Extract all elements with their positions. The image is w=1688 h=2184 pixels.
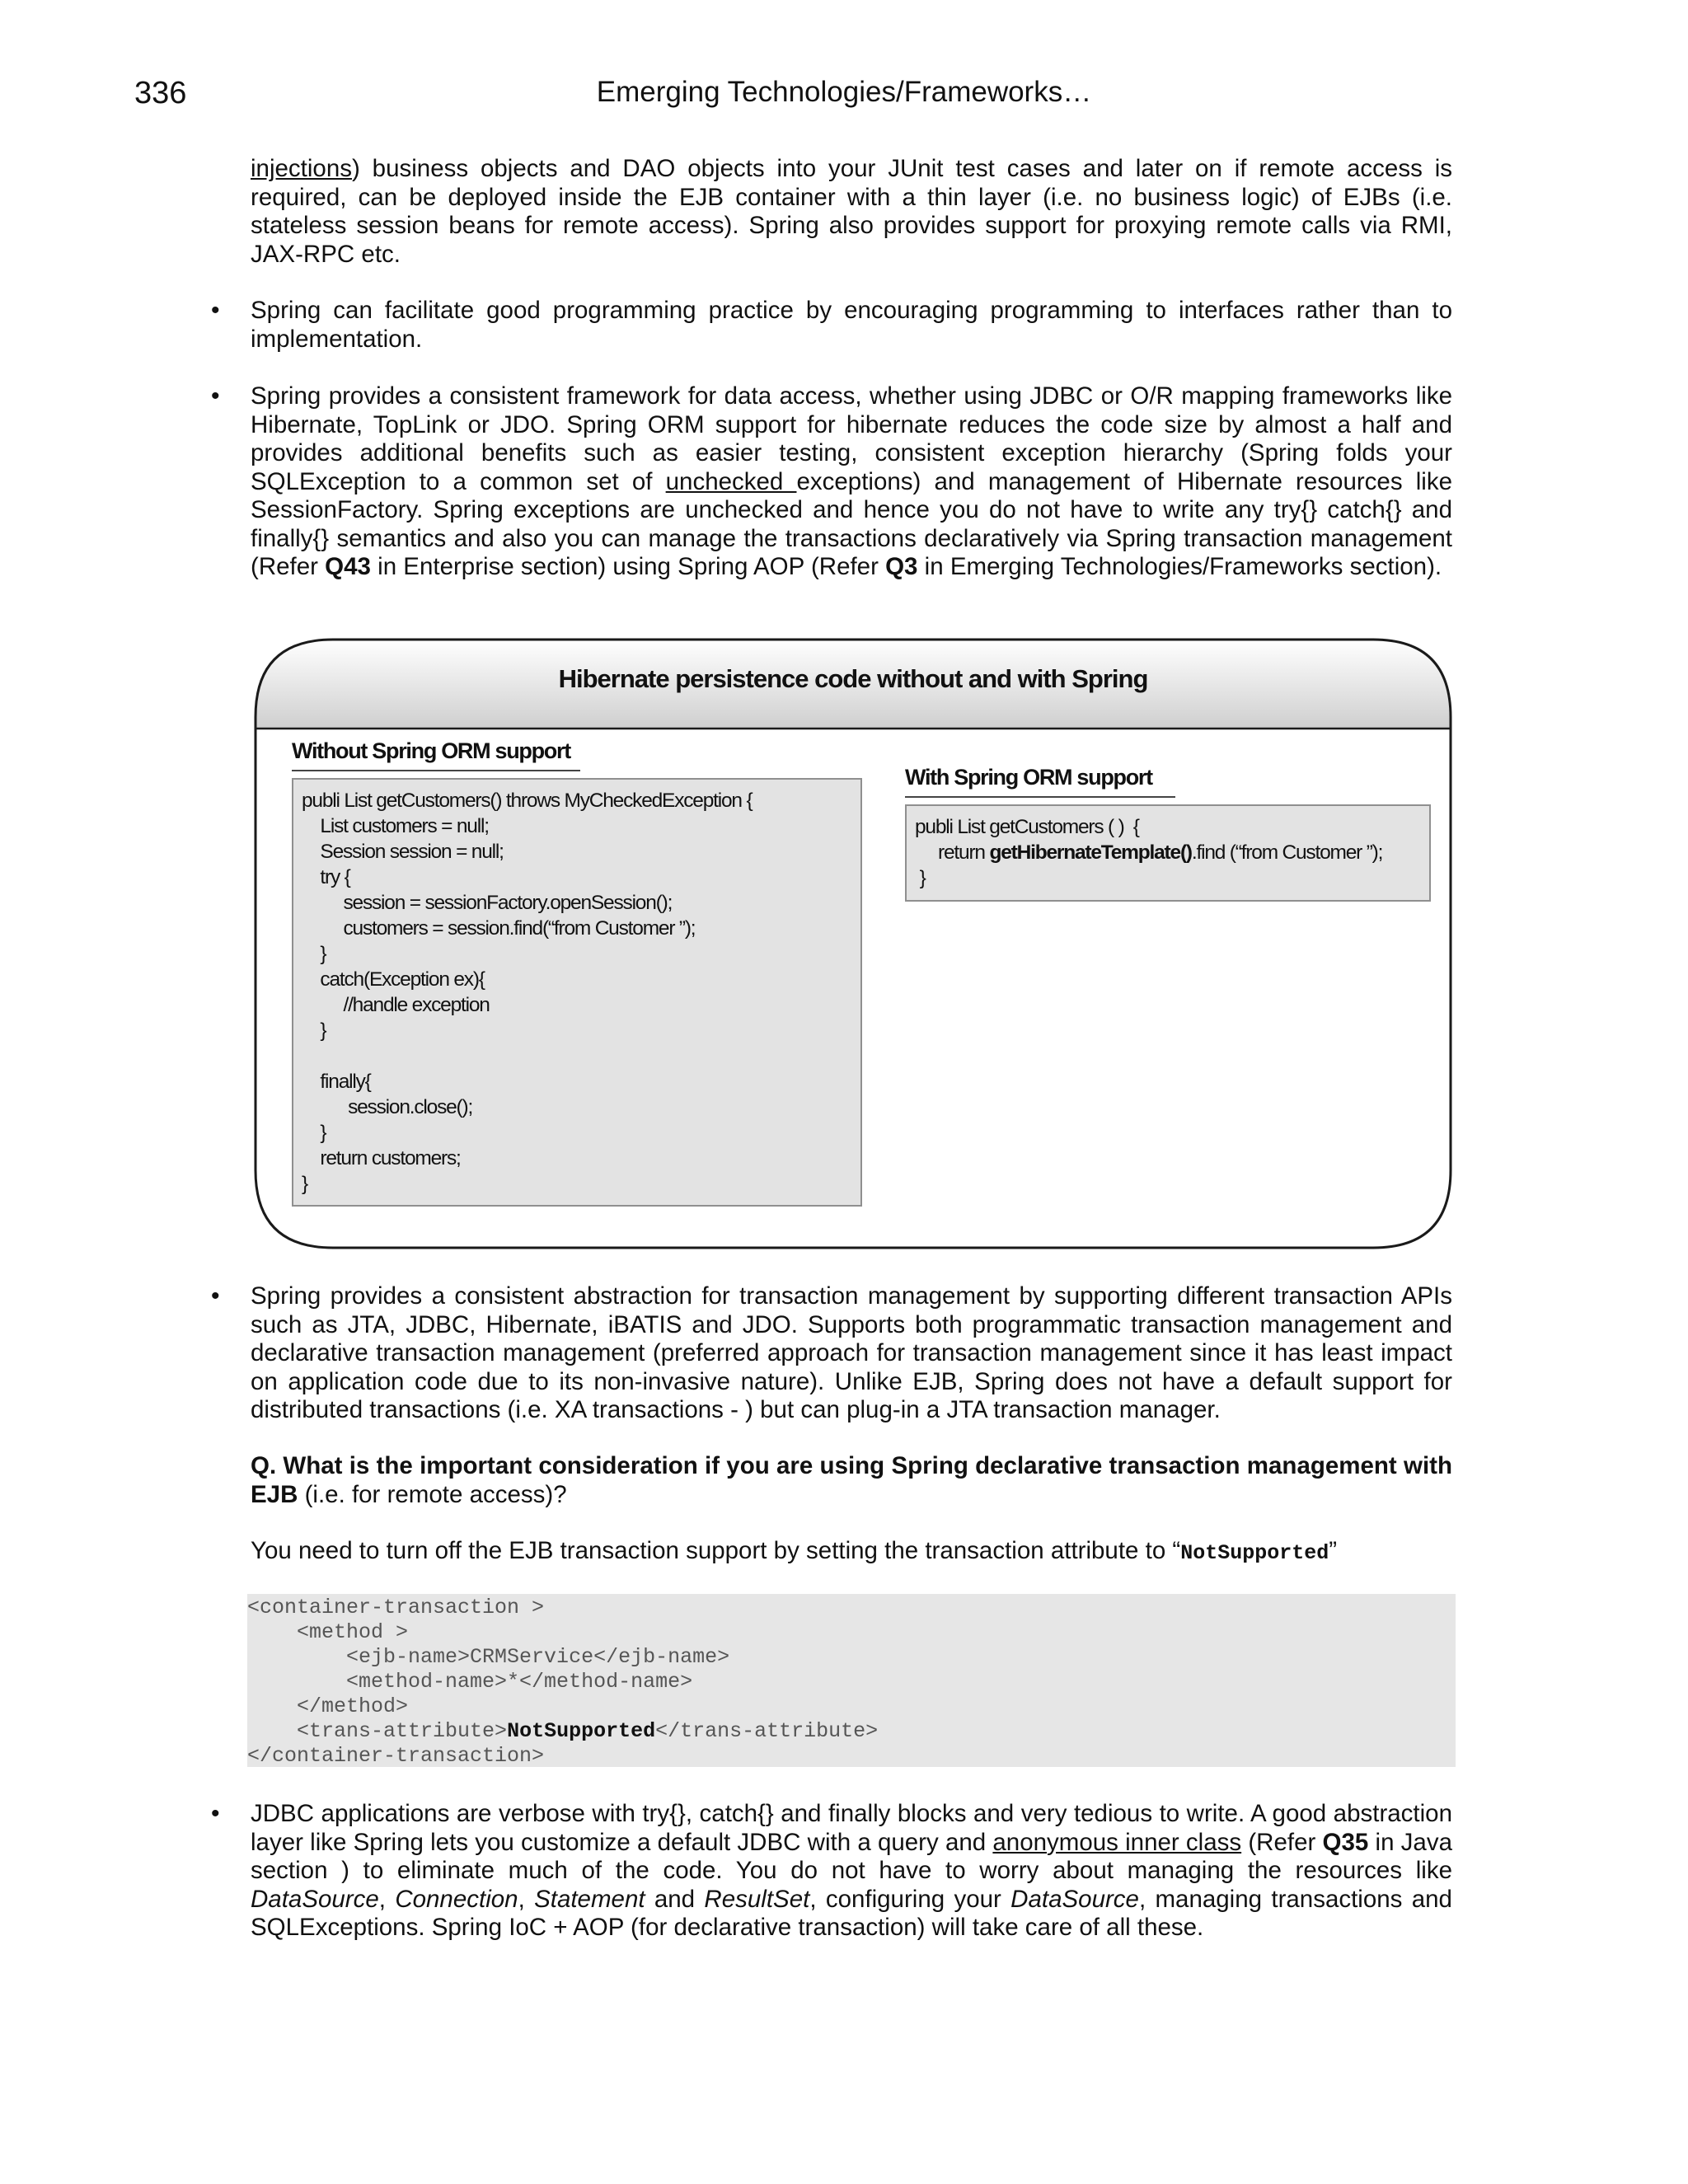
intro-paragraph xyxy=(251,155,1452,269)
code-line: } xyxy=(302,943,326,965)
code-line: return customers; xyxy=(302,1147,461,1169)
code-line: Session session = null; xyxy=(302,841,504,863)
bullet-icon: • xyxy=(211,1282,220,1310)
bullet-icon: • xyxy=(211,382,220,410)
code-line: return getHibernateTemplate().find (“from Customer ”); xyxy=(915,841,1383,864)
without-spring-label: Without Spring ORM support xyxy=(292,738,570,763)
without-label-rule xyxy=(292,770,580,771)
code-line: session = sessionFactory.openSession(); xyxy=(302,892,673,914)
not-supported-code: NotSupported xyxy=(1180,1541,1329,1565)
bullet-icon: • xyxy=(211,1800,220,1827)
ref-q35: Q35 xyxy=(1322,1828,1369,1856)
code-line: <ejb-name>CRMService</ejb-name> xyxy=(247,1645,730,1669)
figure-title: Hibernate persistence code without and with Spring xyxy=(558,664,1148,693)
code-line: try { xyxy=(302,866,350,888)
code-line xyxy=(302,1043,860,1069)
running-title: Emerging Technologies/Frameworks… xyxy=(596,76,1092,108)
code-line: session.close(); xyxy=(302,1096,473,1118)
injections-link[interactable]: injections xyxy=(251,155,352,182)
code-line: } xyxy=(302,1019,326,1042)
code-line: } xyxy=(915,867,926,889)
code-line: } xyxy=(302,1122,326,1144)
data-access-paragraph: Spring provides a consistent framework for data access, whether using JDBC or O/R mapping frameworks like Hibernate, TopLink or JDO. Spring ORM support for hibernate reduces the code size by almost a half and provides additional benefits such as easier testing, consistent exception hierarchy (Spring folds your SQLException to a common set of unchecked exceptions) and management of Hibernate resources like SessionFactory. Spring exceptions are unchecked and hence you do not have to write any try{} catch{} and finally{} semantics and also you can manage the transactions declaratively via Spring transaction management (Refer Q43 in Enterprise section) using Spring AOP (Refer Q3 in Emerging Technologies/Frameworks section). xyxy=(251,382,1453,580)
xml-code-block xyxy=(247,1594,1456,1767)
jdbc-paragraph: JDBC applications are verbose with try{}, catch{} and finally blocks and very tedious to write. A good abstraction layer like Spring lets you customize a default JDBC with a query and anonymous inner class (Refer Q35 in Java section ) to eliminate much of the code. You do not have to worry about managing the resources like DataSource, Connection, Statement and ResultSet, configuring your DataSource, managing transactions and SQLExceptions. Spring IoC + AOP (for declarative transaction) will take care of all these. xyxy=(251,1800,1452,1941)
code-line: </container-transaction> xyxy=(247,1744,545,1768)
code-line: catch(Exception ex){ xyxy=(302,968,485,991)
code-line: finally{ xyxy=(302,1071,371,1093)
intro-text: ) business objects and DAO objects into your JUnit test cases and later on if remote access is required, can be deployed inside the EJB container with a thin layer (i.e. no business logic) of EJBs (i.e. stateless session beans for remote access). Spring also provides support for proxying remote calls via RMI, JAX-RPC etc. xyxy=(251,155,1452,268)
bullet-icon: • xyxy=(211,297,220,324)
with-spring-label: With Spring ORM support xyxy=(905,765,1152,790)
code-line: </method> xyxy=(247,1694,409,1718)
without-spring-code xyxy=(292,778,862,1207)
code-line: <container-transaction > xyxy=(247,1596,545,1619)
code-line: publi List getCustomers() throws MyCheckedException { xyxy=(302,790,753,812)
ref-q43: Q43 xyxy=(325,553,371,580)
code-line: publi List getCustomers ( ) { xyxy=(915,816,1139,838)
answer-paragraph: You need to turn off the EJB transaction support by setting the transaction attribute to “NotSupported” xyxy=(251,1537,1338,1565)
question-text: Q. What is the important consideration if you are using Spring declarative transaction management with EJB xyxy=(251,1452,1452,1508)
hibernate-figure xyxy=(254,638,1452,1249)
code-line: customers = session.find(“from Customer ”); xyxy=(302,917,696,940)
code-line: <trans-attribute>NotSupported</trans-attribute> xyxy=(247,1719,879,1743)
code-line: List customers = null; xyxy=(302,815,489,837)
code-line: //handle exception xyxy=(302,994,490,1016)
with-spring-code xyxy=(905,804,1431,902)
transactions-paragraph: Spring provides a consistent abstraction for transaction management by supporting different transaction APIs such as JTA, JDBC, Hibernate, iBATIS and JDO. Supports both programmatic transaction management and declarative transaction management (preferred approach for transaction management since it has least impact on application code due to its non-invasive nature). Unlike EJB, Spring does not have a default support for distributed transactions (i.e. XA transactions - ) but can plug-in a JTA transaction manager. xyxy=(251,1282,1452,1423)
interfaces-paragraph: Spring can facilitate good programming practice by encouraging programming to interfaces rather than to implementation. xyxy=(251,297,1452,353)
hibernate-template-call: getHibernateTemplate() xyxy=(989,841,1192,864)
code-line: } xyxy=(302,1173,307,1195)
page-number: 336 xyxy=(134,76,187,110)
ref-q3: Q3 xyxy=(885,553,918,580)
question-paragraph: Q. What is the important consideration if you are using Spring declarative transaction management with EJB (i.e. for remote access)? xyxy=(251,1452,1452,1508)
unchecked-link[interactable]: unchecked xyxy=(665,467,797,495)
anonymous-inner-class-link[interactable]: anonymous inner class xyxy=(992,1828,1242,1856)
code-line: <method-name>*</method-name> xyxy=(247,1670,693,1694)
with-label-rule xyxy=(905,796,1175,798)
code-line: <method > xyxy=(247,1620,409,1644)
